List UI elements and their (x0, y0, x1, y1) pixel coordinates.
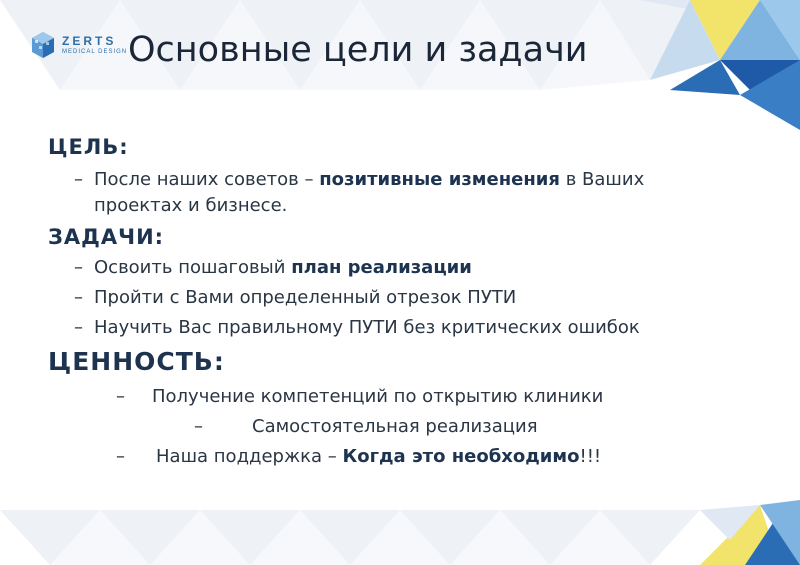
task-item: – Освоить пошаговый план реализации (48, 255, 728, 281)
bullet-dash: – (74, 257, 83, 278)
bullet-dash: – (74, 169, 83, 190)
slide-content (48, 135, 728, 472)
company-logo (30, 28, 127, 62)
task-item: – Научить Вас правильному ПУТИ без критических ошибок (48, 315, 704, 341)
bullet-dash: – (116, 386, 125, 407)
task-item: – Пройти с Вами определенный отрезок ПУТИ (48, 285, 728, 311)
goal-item: – После наших советов – позитивные изменения в Ваших проектах и бизнесе. (74, 169, 645, 216)
value-item: – Самостоятельная реализация (194, 412, 800, 442)
logo-subtitle: MEDICAL DESIGN (62, 49, 128, 55)
tasks-heading: ЗАДАЧИ: (48, 225, 165, 249)
value-item: – Наша поддержка – Когда это необходимо!!! (116, 442, 796, 472)
bullet-dash: – (74, 317, 83, 338)
bullet-dash: – (74, 287, 83, 308)
cube-logo-icon (30, 30, 56, 60)
goal-heading: ЦЕЛЬ: (48, 135, 129, 159)
bullet-dash: – (194, 416, 203, 437)
slide-title: Основные цели и задачи (128, 30, 588, 70)
logo-name: ZERTS (62, 34, 117, 48)
bullet-dash: – (116, 446, 125, 467)
value-heading: ЦЕННОСТЬ: (48, 347, 225, 376)
value-item: – Получение компетенций по открытию клиники (116, 382, 796, 412)
